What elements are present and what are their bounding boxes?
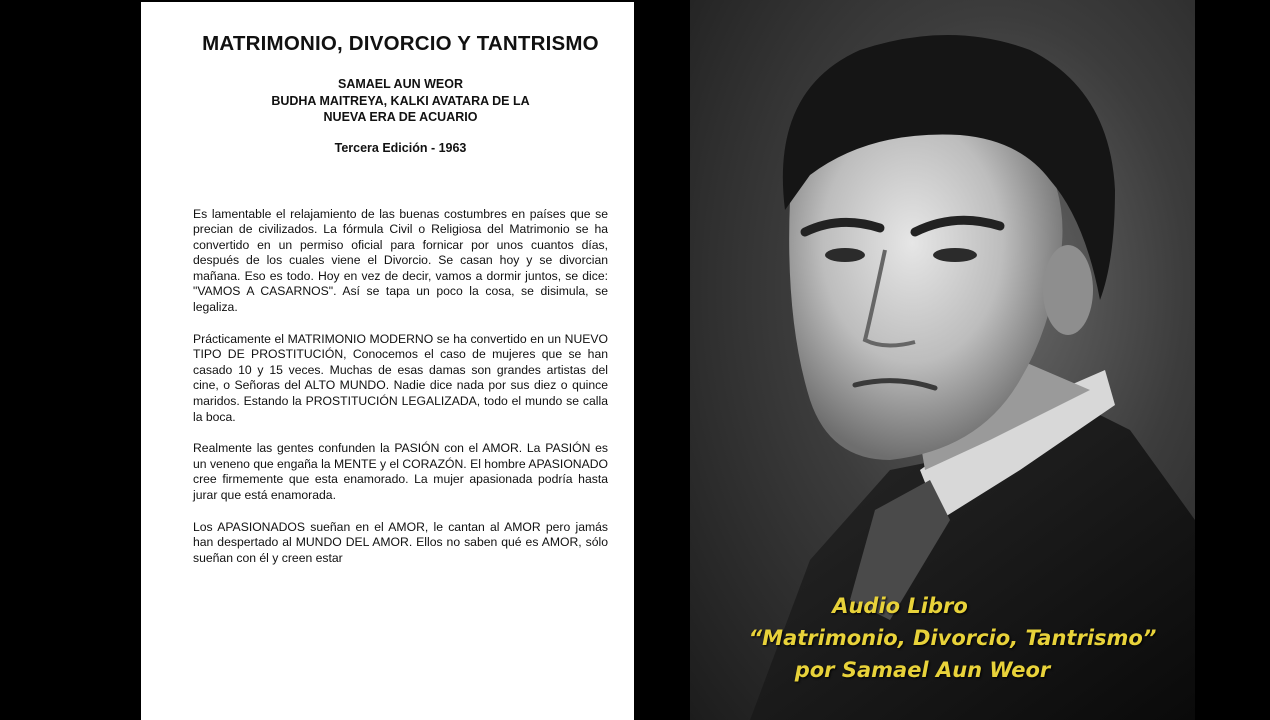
caption-line-1: Audio Libro xyxy=(832,594,968,618)
document-body xyxy=(193,207,608,567)
document-title: MATRIMONIO, DIVORCIO Y TANTRISMO xyxy=(202,32,599,55)
author-title-line-1: BUDHA MAITREYA, KALKI AVATARA DE LA xyxy=(271,93,530,108)
paragraph-1: Es lamentable el relajamiento de las buenas costumbres en países que se precian de civilizados. La fórmula Civil o Religiosa del Matrimonio se ha convertido en un permiso oficial para fornicar por unos cuantos días, después de los cuales viene el Divorcio. Se casan hoy y se divorcian mañana. Eso es todo. Hoy en vez de decir, vamos a dormir juntos, se dice: "VAMOS A CASARNOS". Así se tapa un poco la cosa, se disimula, se legaliza. xyxy=(193,206,608,315)
author-name: SAMAEL AUN WEOR xyxy=(338,77,463,91)
paragraph-3: Realmente las gentes confunden la PASIÓN con el AMOR. La PASIÓN es un veneno que engaña la MENTE y el CORAZÓN. El hombre APASIONADO cree firmemente que esta enamorado. La mujer apasionada podría hasta jurar que está enamorada. xyxy=(193,441,609,502)
document-page xyxy=(141,2,634,720)
caption-line-2: “Matrimonio, Divorcio, Tantrismo” xyxy=(748,626,1157,650)
edition-label: Tercera Edición - 1963 xyxy=(334,140,467,155)
paragraph-4: Los APASIONADOS sueñan en el AMOR, le cantan al AMOR pero jamás han despertado al MUNDO DEL AMOR. Ellos no saben qué es AMOR, sólo sueñan con él y creen estar xyxy=(193,519,608,565)
audiobook-caption xyxy=(690,590,1195,686)
caption-line-3: por Samael Aun Weor xyxy=(794,658,1051,682)
author-title-line-2: NUEVA ERA DE ACUARIO xyxy=(323,110,478,124)
paragraph-2: Prácticamente el MATRIMONIO MODERNO se ha convertido en un NUEVO TIPO DE PROSTITUCIÓN, Conocemos el caso de mujeres que se han casado 10 y 15 veces. Muchas de esas damas son grandes artistas del cine, o Señoras del ALTO MUNDO. Nadie dice nada por sus diez o quince maridos. Estando la PROSTITUCIÓN LEGALIZADA, todo el mundo se calla la boca. xyxy=(193,331,608,424)
